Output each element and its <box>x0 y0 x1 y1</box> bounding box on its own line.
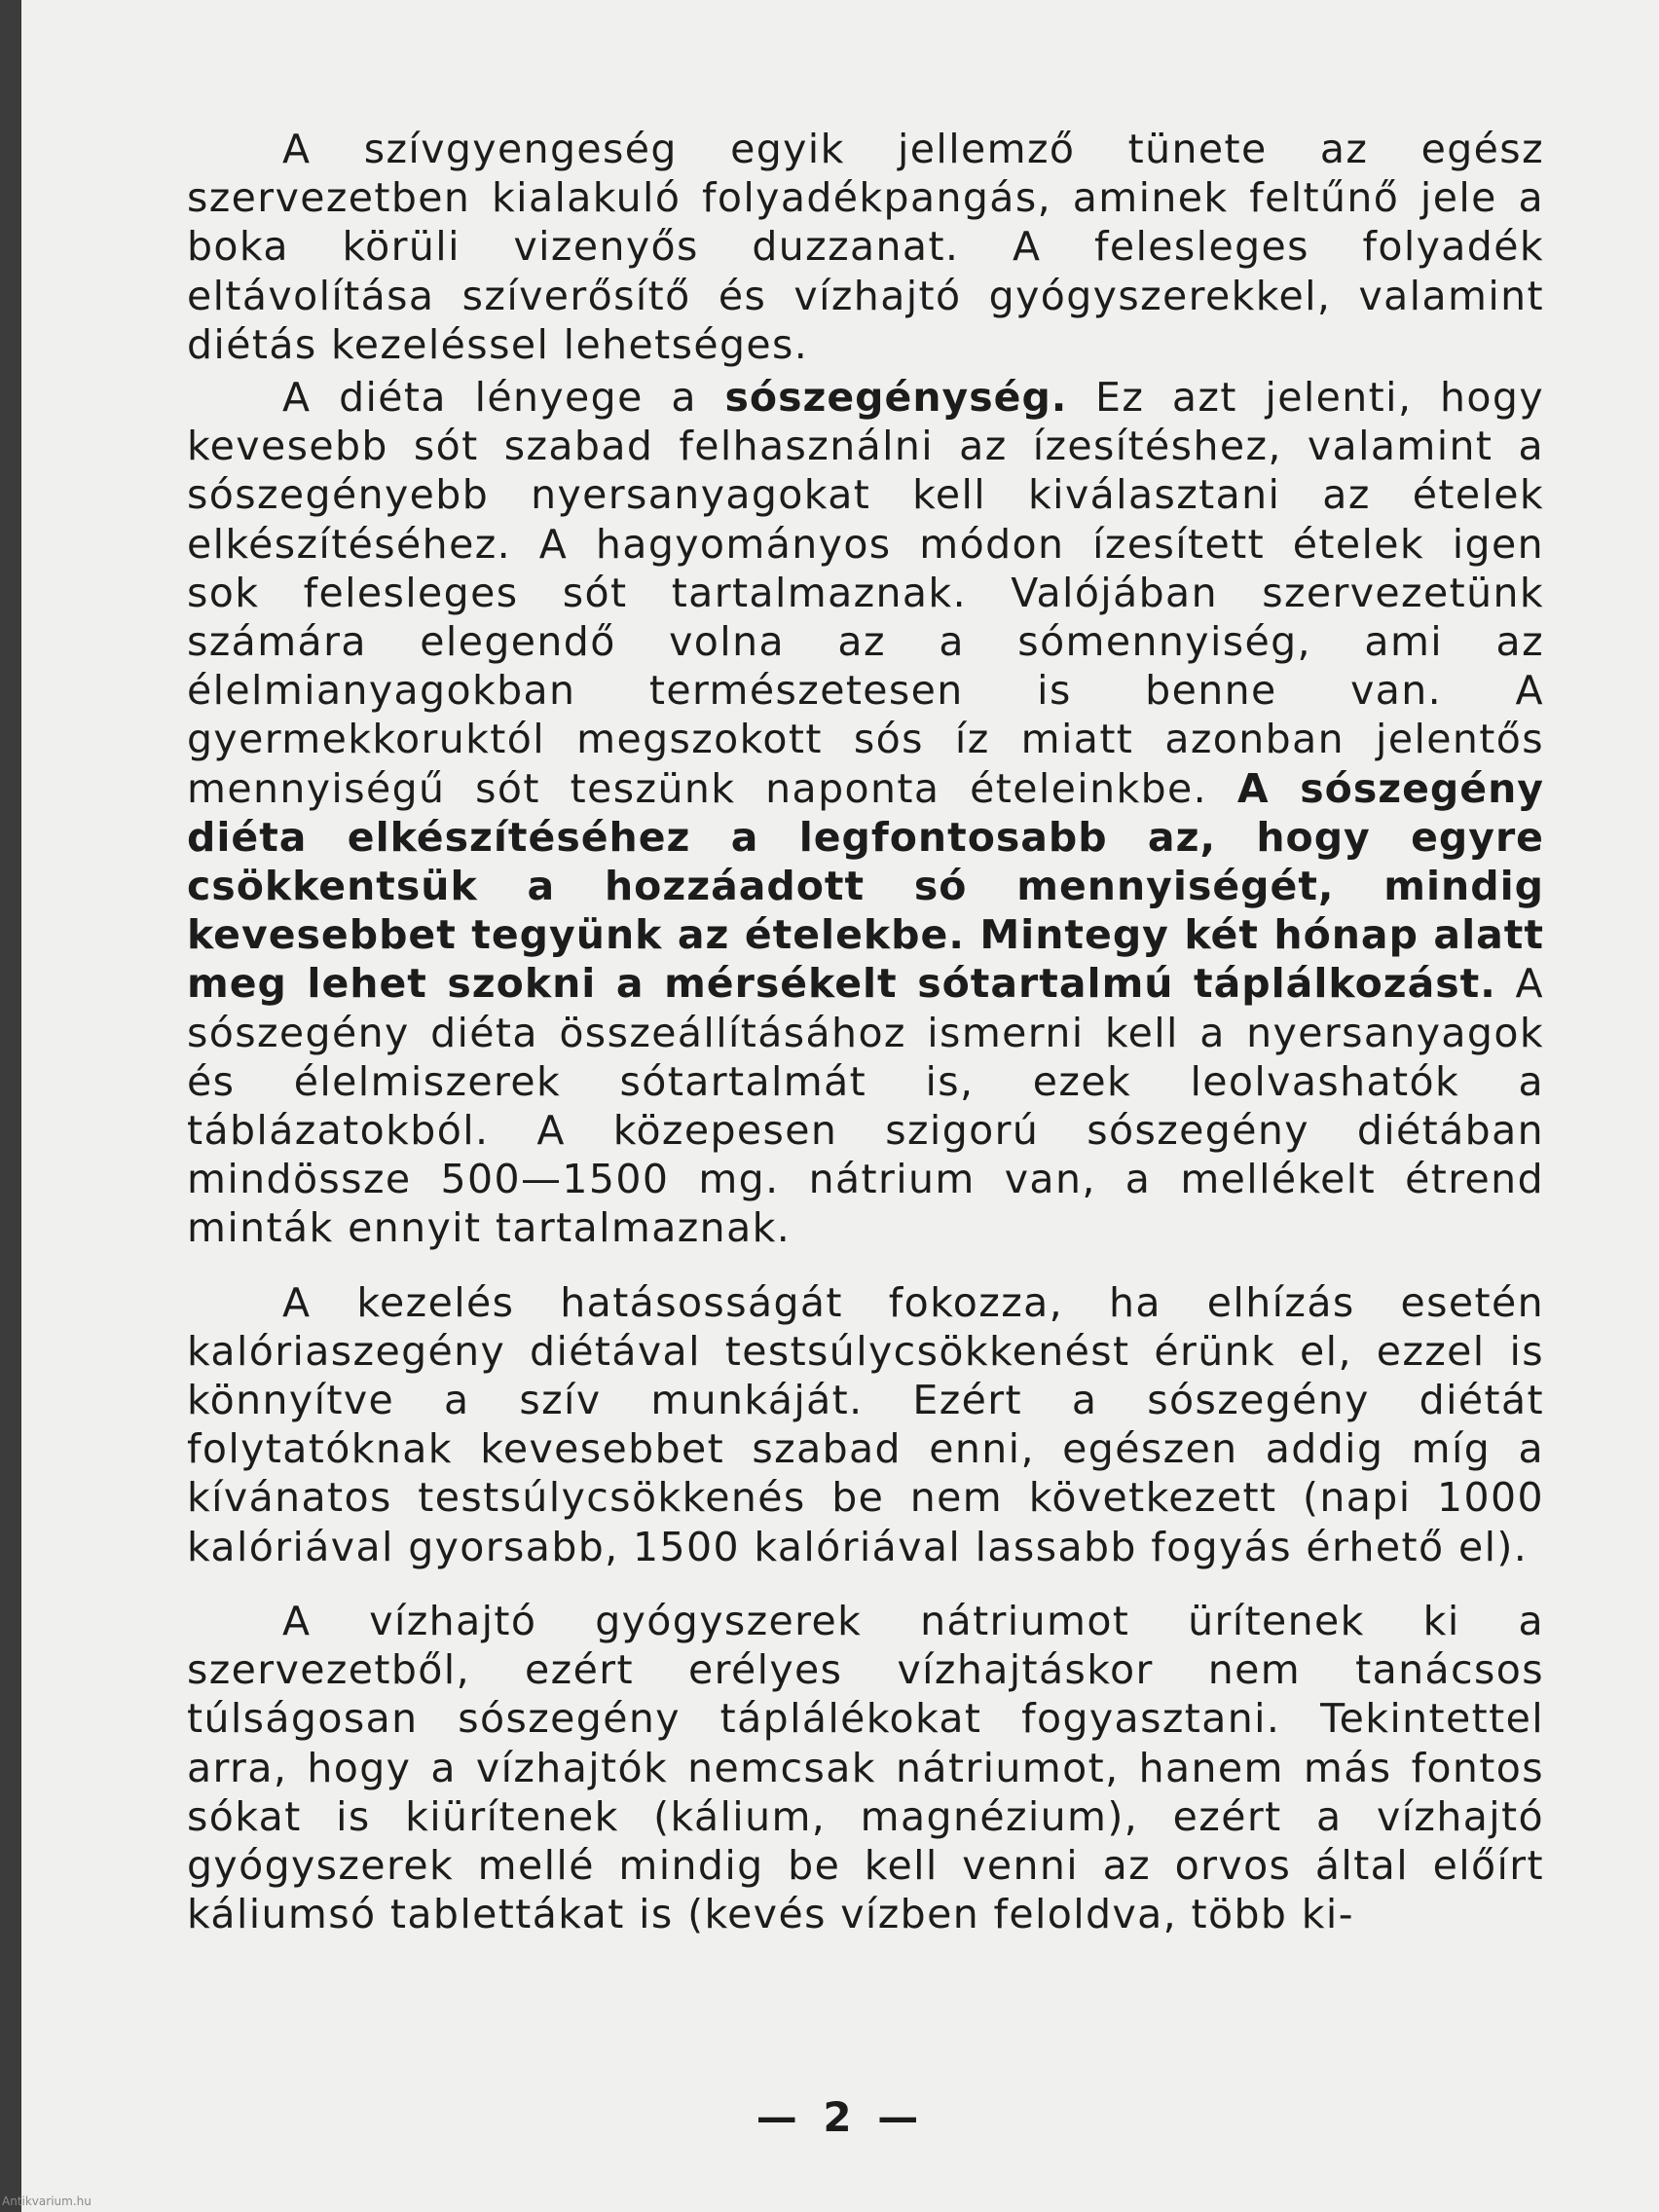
paragraph-2-text-2: Ez azt jelenti, hogy kevesebb sót szabad felhasználni az ízesítéshez, valamint a sószegényebb nyersanyagokat kell kiválasztani az ételek elkészítéséhez. A hagyományos módon ízesített ételek igen sok felesleges sót tartalmaznak. Valójában szervezetünk számára elegendő volna az a sómennyiség, ami az élelmianyagokban természetesen is benne van. A gyermekkoruktól megszokott sós íz miatt azonban jelentős mennyiségű sót teszünk naponta ételeinkbe. <box>187 374 1544 812</box>
paragraph-2 <box>187 373 1544 1253</box>
paragraph-4-text: A vízhajtó gyógyszerek nátriumot ürítenek ki a szervezetből, ezért erélyes vízhajtáskor nem tanácsos túlságosan sószegény táplálékokat fogyasztani. Tekintettel arra, hogy a vízhajtók nemcsak nátriumot, hanem más fontos sókat is kiürítenek (kálium, magnézium), ezért a vízhajtó gyógyszerek mellé mindig be kell venni az orvos által előírt káliumsó tablettákat is (kevés vízben feloldva, több ki- <box>187 1597 1544 1938</box>
paragraph-2-text-1: A diéta lényege a <box>282 374 725 422</box>
document-page <box>21 0 1659 2212</box>
paragraph-2-bold-2: A sószegény diéta elkészítéséhez a legfontosabb az, hogy egyre csökkentsük a hozzáadott só mennyiségét, mindig kevesebbet tegyünk az ételekbe. Mintegy két hónap alatt meg lehet szokni a mérsékelt sótartalmú táplálkozást. <box>187 764 1544 1008</box>
watermark: Antikvarium.hu <box>2 2194 92 2208</box>
paragraph-1 <box>187 125 1544 369</box>
paragraph-2-bold-1: sószegénység. <box>724 374 1068 422</box>
page-number: — 2 — <box>756 2093 925 2141</box>
paragraph-4 <box>187 1597 1544 1938</box>
paragraph-3-text: A kezelés hatásosságát fokozza, ha elhízás esetén kalóriaszegény diétával testsúlycsökkenést érünk el, ezzel is könnyítve a szív munkáját. Ezért a sószegény diétát folytatóknak kevesebbet szabad enni, egészen addig míg a kívánatos testsúlycsökkenés be nem következett (napi 1000 kalóriával gyorsabb, 1500 kalóriával lassabb fogyás érhető el). <box>187 1278 1544 1570</box>
paragraph-2-text-3: A sószegény diéta összeállításához ismerni kell a nyersanyagok és élelmiszerek sótartalmát is, ezek leolvashatók a táblázatokból. A közepesen szigorú sószegény diétában mindössze 500—1500 mg. nátrium van, a mellékelt étrend minták ennyit tartalmaznak. <box>187 960 1544 1252</box>
paragraph-1-text: A szívgyengeség egyik jellemző tünete az egész szervezetben kialakuló folyadékpangás, aminek feltűnő jele a boka körüli vizenyős duzzanat. A felesleges folyadék eltávolítása szíverősítő és vízhajtó gyógyszerekkel, valamint diétás kezeléssel lehetséges. <box>187 126 1544 368</box>
paragraph-3 <box>187 1278 1544 1571</box>
